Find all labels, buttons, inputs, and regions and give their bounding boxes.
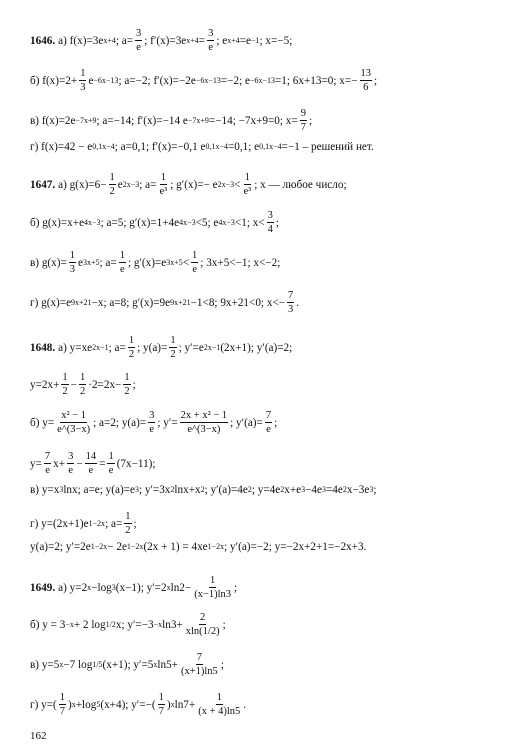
- fraction: [124, 511, 131, 536]
- formula-text: −4e: [305, 484, 322, 496]
- formula-text: y=2: [69, 581, 88, 594]
- denominator: 2: [109, 186, 115, 197]
- numerator: 1: [160, 172, 166, 183]
- fraction: [69, 250, 76, 275]
- formula-text: +log: [75, 698, 97, 711]
- fraction: [56, 410, 91, 435]
- formula-text: ; y′(a)=4e: [204, 484, 248, 496]
- numerator: 1: [69, 250, 76, 261]
- denominator: 2: [62, 386, 68, 397]
- denominator: e: [88, 465, 94, 476]
- numerator: 1: [192, 250, 198, 261]
- fraction: [180, 410, 229, 435]
- denominator: e³: [159, 186, 168, 197]
- numerator: 1: [108, 451, 114, 462]
- numerator: 1: [125, 511, 131, 522]
- formula-text: e: [117, 178, 123, 191]
- formula-text: lnx; a=e; y(a)=e: [63, 484, 135, 496]
- fraction: [107, 451, 114, 476]
- formula-text: y(a)=2; y′=2e: [30, 541, 91, 553]
- formula-text: y = 3: [42, 618, 66, 631]
- part-label: г): [30, 141, 39, 153]
- denominator: (x + 4)ln5: [198, 706, 241, 717]
- formula-text: −x; a=8; g′(x)=9e: [91, 296, 171, 309]
- formula-text: <5; e: [195, 216, 219, 229]
- fraction: [193, 575, 232, 600]
- fraction: [185, 612, 221, 637]
- denominator: e^(3−x): [187, 424, 221, 435]
- numerator: 1: [62, 372, 68, 383]
- denominator: 3: [80, 82, 86, 93]
- problem-1647-b: б) g(x)=x+e 4x−3 ; a=5; g′(x)=1+4e 4x−3 <5; e 4x−3 <1; x< $\frac{3}{4}$ ;: [30, 210, 279, 235]
- fraction: [267, 210, 274, 235]
- fraction: [360, 68, 373, 93]
- part-label: б): [30, 416, 40, 429]
- denominator: xln(1/2): [185, 626, 220, 637]
- formula-text: ; e: [216, 34, 228, 47]
- formula-text: ; 3x+5<−1; x<−2;: [200, 256, 281, 269]
- numerator: 3: [267, 210, 273, 221]
- formula-text: x; y′=−3: [115, 618, 154, 631]
- formula-text: f(x)=2e: [41, 114, 76, 127]
- formula-text: .: [243, 698, 247, 711]
- numerator: 3: [149, 410, 155, 421]
- fraction: [44, 451, 51, 476]
- formula-text: ; g′(x)=e: [127, 256, 167, 269]
- part-label: б): [30, 216, 40, 229]
- formula-text: e: [88, 74, 94, 87]
- fraction: [158, 692, 165, 717]
- numerator: 1: [216, 692, 222, 703]
- part-label: в): [30, 256, 40, 269]
- denominator: e³: [243, 186, 252, 197]
- formula-text: (x−1); y′=2: [115, 581, 167, 594]
- numerator: 9: [300, 108, 306, 119]
- formula-text: g(x)=6−: [69, 178, 107, 191]
- formula-text: ln7+: [174, 698, 196, 711]
- fraction: [207, 28, 214, 53]
- formula-text: (x+4); y′=−(: [100, 698, 156, 711]
- formula-text: ; a=: [99, 256, 117, 269]
- problem-1646-b: б) f(x)=2+ $\frac{1}{3}$ e −6x−13 ; a=−2; f′(x)=−2e −6x−13 =−2; e −6x−13 =1; 6x+13=0; x=− $\frac{13}{6}$ ;: [30, 68, 378, 93]
- denominator: 7: [158, 706, 164, 717]
- denominator: 2: [125, 525, 131, 536]
- formula-text: y=(: [41, 698, 57, 711]
- numerator: 1: [124, 372, 130, 383]
- formula-text: g(x)=: [41, 256, 67, 269]
- denominator: 2: [128, 349, 135, 360]
- formula-text: ; a=: [105, 517, 123, 530]
- formula-text: ; y′(a)=: [230, 416, 263, 429]
- denominator: 2: [170, 349, 176, 360]
- formula-text: =e: [239, 34, 252, 47]
- formula-text: <1; x<: [234, 216, 265, 229]
- formula-text: y=5: [41, 658, 60, 671]
- numerator: 1: [119, 250, 125, 261]
- formula-text: ; f′(x)=3e: [144, 34, 187, 47]
- numerator: 7: [265, 410, 272, 421]
- formula-text: e: [78, 256, 83, 269]
- formula-text: y=xe: [69, 341, 93, 354]
- formula-text: ; x — любое число;: [254, 178, 347, 191]
- formula-text: ; x=−5;: [259, 34, 293, 47]
- fraction: [148, 410, 155, 435]
- formula-text: ;: [132, 378, 136, 391]
- problem-1648-b: [30, 410, 495, 435]
- problem-number: 1648.: [30, 341, 56, 354]
- formula-text: ; a=: [139, 178, 157, 191]
- fraction: [59, 692, 66, 717]
- formula-text: ): [68, 698, 72, 711]
- formula-text: + 2 log: [73, 618, 106, 631]
- page-number: 162: [30, 730, 47, 742]
- fraction: [191, 250, 198, 275]
- formula-text: y=(2x+1)e: [41, 517, 89, 530]
- fraction: [300, 108, 307, 133]
- formula-text: ; a=0,1; f′(x)=−0,1 e: [114, 141, 206, 153]
- denominator: 7: [300, 122, 306, 133]
- numerator: 1: [210, 575, 216, 586]
- problem-1646-g: г) f(x)=42 − e 0,1x−4 ; a=0,1; f′(x)=−0,1 e 0,1x−4 =0,1; e 0,1x−4 =−1 – решений нет.: [30, 141, 374, 153]
- denominator: (x−1)ln3: [194, 589, 232, 600]
- formula-text: g(x)=x+e: [42, 216, 85, 229]
- formula-text: g(x)=e: [41, 296, 72, 309]
- numerator: 14: [85, 451, 97, 462]
- fraction: [67, 451, 74, 476]
- formula-text: =4e: [325, 484, 343, 496]
- fraction: [61, 372, 68, 397]
- problem-1647-a: 1647. а) g(x)=6− $\frac{1}{2}$ e 2x−3 ; a= $\frac{1}{\text{e³}}$ ; g′(x)=− e 2x−3 < $\frac{1}{\text{e³}}$ ; x — любое число;: [30, 172, 347, 197]
- fraction: [85, 451, 98, 476]
- formula-text: f(x)=2+: [42, 74, 78, 87]
- formula-text: y=: [30, 457, 42, 470]
- formula-text: f(x)=3e: [69, 34, 104, 47]
- fraction: [79, 372, 86, 397]
- formula-text: ; a=−14; f′(x)=−14 e: [96, 114, 188, 127]
- denominator: e: [266, 424, 271, 435]
- problem-number: 1647.: [30, 178, 56, 191]
- fraction: [109, 172, 116, 197]
- formula-text: −1<8; 9x+21<0; x<−: [190, 296, 286, 309]
- problem-1647-v: в) g(x)= $\frac{1}{3}$ e 3x+5 ; a= $\frac{1}{e}$ ; g′(x)=e 3x+5 < $\frac{1}{e}$ ; 3x+5<−1; x<−2;: [30, 250, 281, 275]
- numerator: 1: [170, 335, 176, 346]
- denominator: 4: [267, 224, 273, 235]
- formula-text: <: [234, 178, 241, 191]
- formula-text: ·2=2x−: [88, 378, 122, 391]
- formula-text: f(x)=42 − e: [41, 141, 93, 153]
- denominator: e: [208, 42, 214, 53]
- formula-text: =−14; −7x+9=0; x=: [208, 114, 298, 127]
- numerator: 1: [109, 172, 115, 183]
- formula-text: ;: [222, 618, 226, 631]
- formula-text: ; a=: [115, 34, 134, 47]
- problem-number: 1649.: [30, 581, 56, 594]
- fraction: [79, 68, 86, 93]
- numerator: 1: [79, 372, 86, 383]
- formula-text: =1; 6x+13=0; x=−: [275, 74, 358, 87]
- denominator: 3: [69, 264, 76, 275]
- formula-text: ; y′=3x: [138, 484, 171, 496]
- part-label: б): [30, 618, 40, 631]
- formula-text: −: [76, 457, 83, 470]
- formula-text: ; y=4e: [251, 484, 281, 496]
- formula-text: x+: [53, 457, 66, 470]
- formula-text: ; g′(x)=− e: [170, 178, 218, 191]
- fraction: [128, 335, 135, 360]
- denominator: e^(3−x): [57, 424, 91, 435]
- formula-text: ;: [234, 581, 238, 594]
- denominator: 2: [79, 386, 86, 397]
- fraction: [135, 28, 142, 53]
- formula-text: x+e: [284, 484, 302, 496]
- numerator: 7: [288, 290, 294, 301]
- problem-1649-g: г) y=( $\frac{1}{7}$ ) x +log 5 (x+4); y′=−( $\frac{1}{7}$ ) x ln7+ $\frac{1}{(x + 4)\ln 5}$ .: [30, 692, 247, 717]
- formula-text: y=: [42, 416, 55, 429]
- formula-text: ; y′=e: [178, 341, 204, 354]
- formula-text: −: [70, 378, 77, 391]
- part-label: а): [58, 341, 67, 354]
- denominator: e: [136, 42, 141, 53]
- formula-text: =: [99, 457, 106, 470]
- fraction: [180, 652, 219, 677]
- numerator: 13: [360, 68, 372, 79]
- problem-1648-b-tangent: [30, 451, 495, 476]
- fraction: [287, 290, 294, 315]
- formula-text: ln2−: [170, 581, 192, 594]
- denominator: e: [45, 465, 50, 476]
- fraction: [265, 410, 272, 435]
- part-label: в): [30, 658, 40, 671]
- problem-1648-a: 1648. а) y=xe 2x−1 ; a= $\frac{1}{2}$ ; y(a)= $\frac{1}{2}$ ; y′=e 2x−1 (2x+1); y′(a)=2;: [30, 335, 293, 360]
- problem-number: 1646.: [30, 34, 56, 47]
- formula-text: =0,1; e: [227, 141, 260, 153]
- formula-text: ln3+: [162, 618, 183, 631]
- part-label: в): [30, 114, 40, 127]
- problem-1647-g: г) g(x)=e 9x+21 −x; a=8; g′(x)=9e 9x+21 −1<8; 9x+21<0; x<− $\frac{7}{3}$ .: [30, 290, 300, 315]
- formula-text: lnx+x: [174, 484, 201, 496]
- fraction: [119, 250, 126, 275]
- denominator: 3: [288, 304, 294, 315]
- formula-text: ;: [275, 216, 279, 229]
- formula-text: ): [166, 698, 171, 711]
- formula-text: ; a=5; g′(x)=1+4e: [100, 216, 180, 229]
- numerator: 7: [196, 652, 203, 663]
- denominator: e: [192, 264, 197, 275]
- formula-text: (x+1); y′=5: [102, 658, 154, 671]
- formula-text: <: [182, 256, 190, 269]
- fraction: [197, 692, 241, 717]
- numerator: 1: [244, 172, 250, 183]
- problem-1648-a-tangent: [30, 372, 495, 397]
- denominator: e: [68, 465, 74, 476]
- numerator: x² − 1: [61, 410, 87, 421]
- fraction: [158, 172, 168, 197]
- formula-text: ; a=2; y(a)=: [93, 416, 147, 429]
- formula-text: =−2; e: [220, 74, 250, 87]
- denominator: 6: [363, 82, 369, 93]
- numerator: 3: [208, 28, 214, 39]
- problem-1649-b: б) y = 3 −x + 2 log 1/2 x; y′=−3 −x ln3+ $\frac{2}{xln(1/2)}$ ;: [30, 612, 226, 637]
- problem-1649-a: 1649. а) y=2 x −log 3 (x−1); y′=2 x ln2− $\frac{1}{(x-1)\ln 3}$ ;: [30, 575, 238, 600]
- problem-1648-v: в) y=x 3 lnx; a=e; y(a)=e 3 ; y′=3x 2 lnx+x 2 ; y′(a)=4e 2 ; y=4e 2 x+e 3 −4e 3 =4e 2 x−3e 3 ;: [30, 484, 377, 496]
- formula-text: (2x+1); y′(a)=2;: [220, 341, 293, 354]
- part-label: а): [58, 178, 67, 191]
- formula-text: ; a=: [108, 341, 126, 354]
- problem-1649-v: в) y=5 x −7 log 1/5 (x+1); y′=5 x ln5+ $\frac{7}{(x+1)\ln 5}$ ;: [30, 652, 224, 677]
- formula-text: ; a=−2; f′(x)=−2e: [118, 74, 196, 87]
- denominator: e: [149, 424, 155, 435]
- numerator: 2x + x² − 1: [180, 410, 228, 421]
- formula-text: −7 log: [63, 658, 93, 671]
- numerator: 1: [59, 692, 66, 703]
- numerator: 3: [68, 451, 74, 462]
- numerator: 2: [200, 612, 206, 623]
- denominator: e: [119, 264, 125, 275]
- fraction: [123, 372, 130, 397]
- formula-text: (2x + 1) = 4xe: [143, 541, 208, 553]
- part-label: г): [30, 698, 39, 711]
- formula-text: ; y′=: [157, 416, 178, 429]
- numerator: 1: [128, 335, 135, 346]
- formula-text: =: [198, 34, 206, 47]
- formula-text: − 2e: [107, 541, 127, 553]
- formula-text: .: [296, 296, 300, 309]
- formula-text: y=x: [41, 484, 60, 496]
- formula-text: ;: [274, 416, 278, 429]
- problem-1646-a: 1646. а) f(x)=3e x+4 ; a= $\frac{3}{e}$ ; f′(x)=3e x+4 = $\frac{3}{e}$ ; e x+4 =e −1 ; x=−5;: [30, 28, 293, 53]
- numerator: 1: [158, 692, 164, 703]
- numerator: 1: [80, 68, 86, 79]
- problem-1646-v: в) f(x)=2e −7x+9 ; a=−14; f′(x)=−14 e −7x+9 =−14; −7x+9=0; x= $\frac{9}{7}$ ;: [30, 108, 313, 133]
- part-label: а): [58, 34, 67, 47]
- denominator: 2: [124, 386, 130, 397]
- formula-text: ; y(a)=: [137, 341, 168, 354]
- denominator: 7: [59, 706, 66, 717]
- formula-text: (7x−11);: [116, 457, 156, 470]
- fraction: [242, 172, 252, 197]
- numerator: 7: [44, 451, 51, 462]
- formula-text: ln5+: [157, 658, 178, 671]
- part-label: г): [30, 296, 39, 309]
- problem-1648-g-tangent: y(a)=2; y′=2e 1−2x − 2e 1−2x (2x + 1) = 4xe 1−2x ; y′(a)=−2; y=−2x+2+1=−2x+3.: [30, 541, 367, 553]
- formula-text: ;: [373, 484, 377, 496]
- part-label: г): [30, 517, 39, 530]
- problem-1648-g: г) y=(2x+1)e 1−2x ; a= $\frac{1}{2}$ ;: [30, 511, 137, 536]
- fraction: [169, 335, 176, 360]
- formula-text: ;: [374, 74, 378, 87]
- numerator: 3: [136, 28, 142, 39]
- formula-text: y=2x+: [30, 378, 60, 391]
- formula-text: =−1 – решений нет.: [281, 141, 374, 153]
- formula-text: ;: [308, 114, 313, 127]
- formula-text: ; y′(a)=−2; y=−2x+2+1=−2x+3.: [224, 541, 367, 553]
- formula-text: −log: [91, 581, 112, 594]
- part-label: в): [30, 484, 40, 496]
- part-label: б): [30, 74, 40, 87]
- formula-text: x−3e: [346, 484, 370, 496]
- formula-text: ;: [133, 517, 137, 530]
- part-label: а): [58, 581, 67, 594]
- formula-text: ;: [220, 658, 224, 671]
- denominator: (x+1)ln5: [180, 666, 218, 677]
- denominator: e: [108, 465, 114, 476]
